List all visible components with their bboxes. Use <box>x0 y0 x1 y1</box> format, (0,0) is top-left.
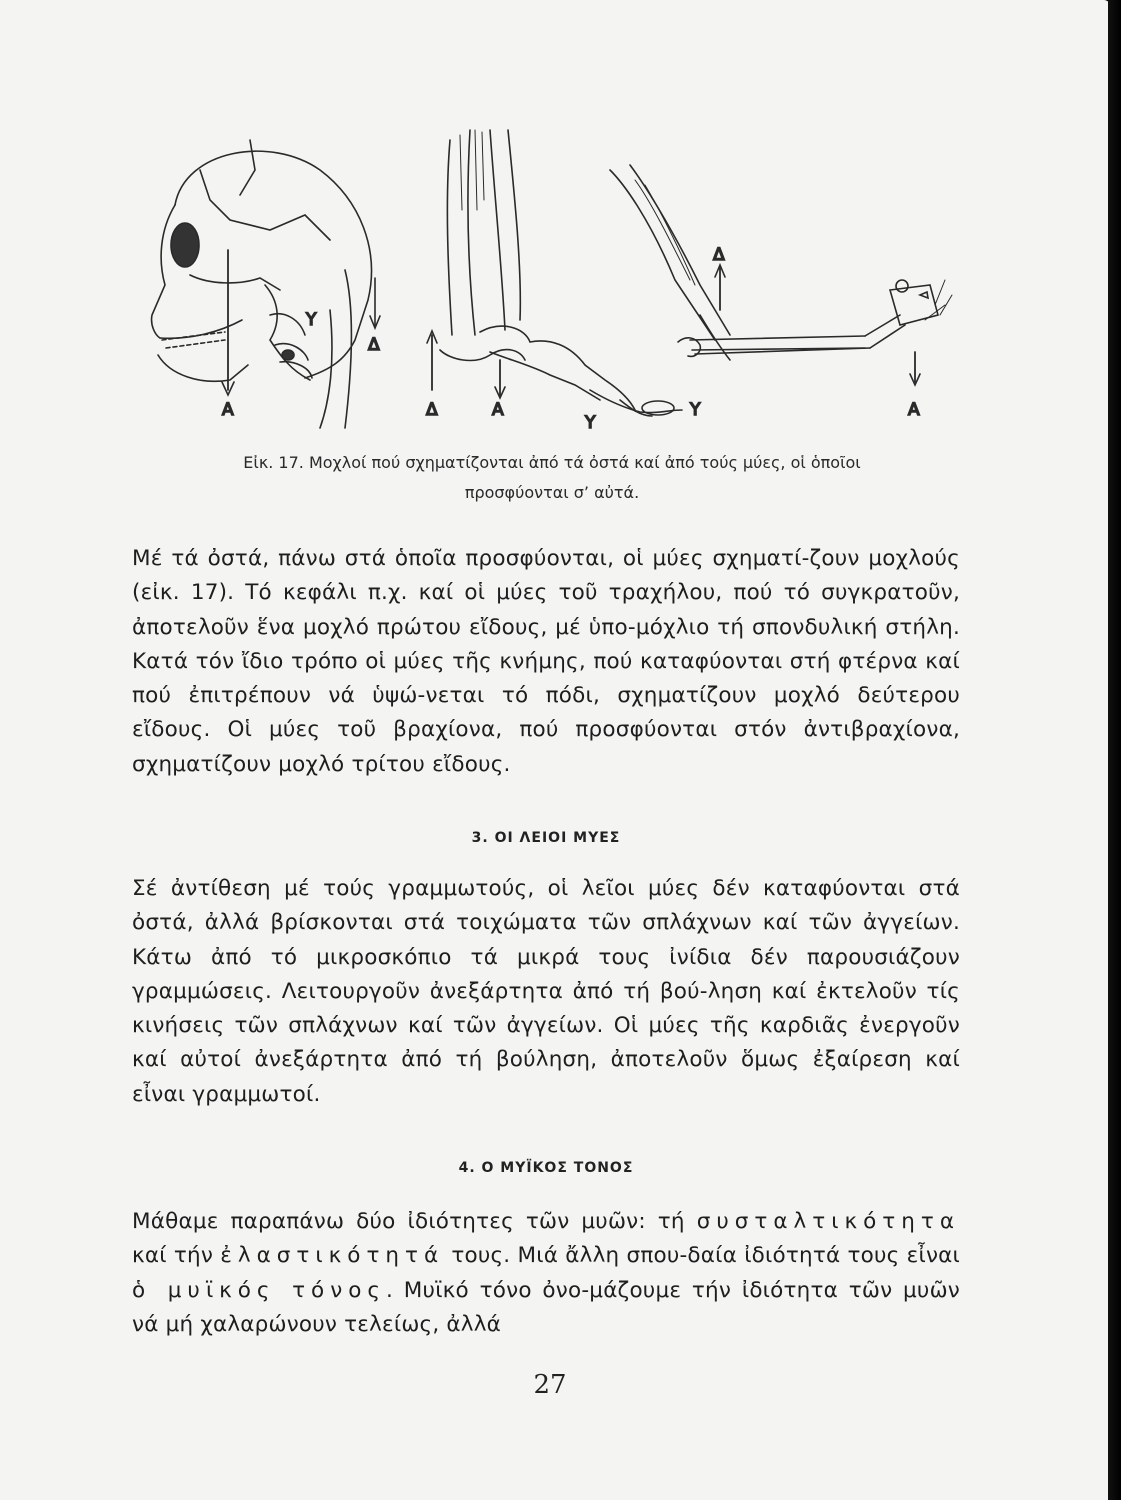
label-head-y: Υ <box>306 310 317 330</box>
label-arm-a: Α <box>908 400 920 420</box>
arm-drawing <box>610 165 952 385</box>
label-arm-delta: Δ <box>713 245 725 265</box>
term-elasticity: ἐλαστικότητά <box>220 1243 445 1269</box>
figure-caption <box>112 448 992 508</box>
lever-illustration <box>130 110 970 440</box>
label-foot-delta: Δ <box>426 400 438 420</box>
term-muscle-tone: ὁ μυϊκός τόνος <box>132 1277 386 1303</box>
term-contractility: συσταλτικότητα <box>696 1209 960 1234</box>
caption-line-1: Εἰκ. 17. Μοχλοί πού σχηματίζονται ἀπό τά ὀστά καί ἀπό τούς μύες, οἱ ὁποῖοι <box>243 453 861 472</box>
label-head-a: Α <box>222 400 234 420</box>
page-number: 27 <box>533 1370 567 1400</box>
tone-text-d: . Μυϊκό τόνο ὀνο-μάζουμε τήν ἰδιότητα τῶν μυῶν νά μή χαλαρώνουν τελείως, ἀλλά <box>132 1277 960 1337</box>
tone-text-b: καί τήν <box>132 1243 221 1269</box>
caption-line-2: προσφύονται σ’ αὐτά. <box>464 483 640 502</box>
paragraph-levers: Μέ τά ὀστά, πάνω στά ὁποῖα προσφύονται, οἱ μύες σχηματί-ζουν μοχλούς (εἰκ. 17). Τό κεφάλι π.χ. καί οἱ μύες τοῦ τραχήλου, πού τό συγκρατοῦν, ἀποτελοῦν ἕνα μοχλό πρώτου εἴδους, μέ ὑπο-μόχλιο τή σπονδυλική στήλη. Κατά τόν ἴδιο τρόπο οἱ μύες τῆς κνήμης, πού καταφύονται στή φτέρνα καί πού ἐπιτρέπουν νά ὑψώ-νεται τό πόδι, σχηματίζουν μοχλό δεύτερου εἴδους. Οἱ μύες τοῦ βραχίονα, πού προσφύονται στόν ἀντιβραχίονα, σχηματίζουν μοχλό τρίτου εἴδους. <box>132 546 960 777</box>
label-arm-y: Υ <box>690 400 701 420</box>
section-4-heading: 4. Ο ΜΥΪΚΟΣ ΤΟΝΟΣ <box>458 1160 634 1176</box>
section-3-heading: 3. ΟΙ ΛΕΙΟΙ ΜΥΕΣ <box>471 830 621 846</box>
foot-drawing <box>427 130 682 416</box>
label-foot-a: Α <box>492 400 504 420</box>
paragraph-smooth-muscles: Σέ ἀντίθεση μέ τούς γραμμωτούς, οἱ λεῖοι μύες δέν καταφύονται στά ὀστά, ἀλλά βρίσκονται στά τοιχώματα τῶν σπλάχνων καί τῶν ἀγγείων. Κάτω ἀπό τό μικροσκόπιο τά μικρά τους ἰνίδια δέν παρουσιάζουν γραμμώσεις. Λειτουργοῦν ἀνεξάρτητα ἀπό τή βού-ληση καί ἐκτελοῦν τίς κινήσεις τῶν σπλάχνων καί τῶν ἀγγείων. Οἱ μύες τῆς καρδιᾶς ἐνεργοῦν καί αὐτοί ἀνεξάρτητα ἀπό τή βούληση, ἀποτελοῦν ὅμως ἐξαίρεση καί εἶναι γραμμωτοί. <box>132 876 960 1107</box>
paragraph-muscle-tone <box>132 1205 960 1342</box>
page-edge-shadow <box>1108 0 1121 1500</box>
tone-text-c: τους. Μιά ἄλλη σπου-δαία ἰδιότητά τους εἶναι <box>444 1243 961 1269</box>
label-foot-y: Υ <box>585 413 596 433</box>
label-head-delta: Δ <box>368 335 380 355</box>
tone-text-a: Μάθαμε παραπάνω δύο ἰδιότητες τῶν μυῶν: τή <box>132 1209 697 1234</box>
skull-drawing <box>152 140 380 428</box>
lever-figure <box>130 110 970 440</box>
